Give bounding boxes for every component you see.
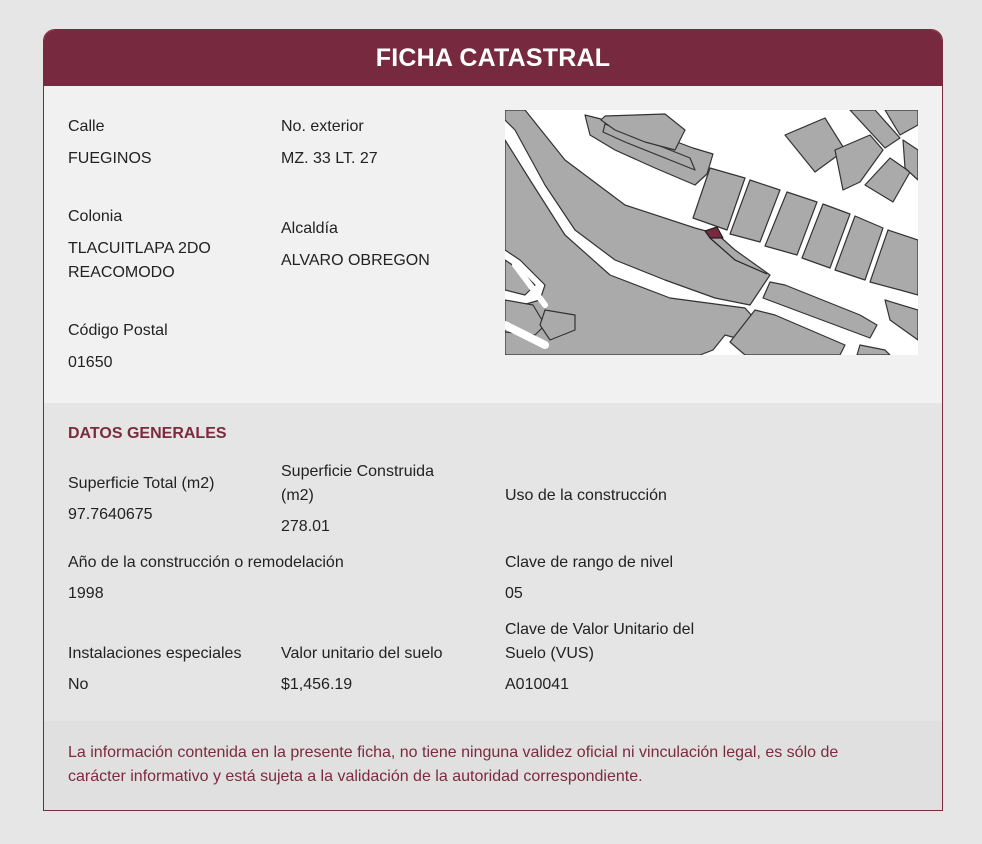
colonia-value-line2: REACOMODO [68, 264, 175, 281]
no-exterior-label: No. exterior [281, 118, 364, 135]
alcaldia-label: Alcaldía [281, 220, 338, 237]
superficie-construida-label-line1: Superficie Construida [281, 463, 434, 480]
location-section [44, 86, 942, 403]
calle-value: FUEGINOS [68, 150, 152, 167]
instalaciones-especiales-label: Instalaciones especiales [68, 645, 242, 662]
cadastral-card [43, 29, 943, 811]
calle-label: Calle [68, 118, 105, 135]
codigo-postal-value: 01650 [68, 354, 113, 371]
superficie-construida-value: 278.01 [281, 518, 330, 535]
datos-generales-title: DATOS GENERALES [68, 425, 227, 442]
disclaimer-text [68, 741, 918, 789]
uso-construccion-label: Uso de la construcción [505, 487, 667, 504]
disclaimer-line-1: La información contenida en la presente ficha, no tiene ninguna validez oficial ni vinculación legal, es sólo de [68, 744, 839, 761]
instalaciones-especiales-value: No [68, 676, 89, 693]
codigo-postal-label: Código Postal [68, 322, 168, 339]
superficie-total-value: 97.7640675 [68, 506, 153, 523]
clave-vus-label-line1: Clave de Valor Unitario del [505, 621, 695, 638]
colonia-value-line1: TLACUITLAPA 2DO [68, 240, 211, 257]
datos-generales-section [44, 403, 942, 721]
valor-unitario-suelo-value: $1,456.19 [281, 676, 353, 693]
cadastral-map[interactable] [505, 110, 918, 355]
clave-rango-nivel-label: Clave de rango de nivel [505, 554, 674, 571]
colonia-label: Colonia [68, 208, 123, 225]
page-title: FICHA CATASTRAL [44, 30, 942, 86]
clave-vus-value: A010041 [505, 676, 570, 693]
anio-construccion-value: 1998 [68, 585, 104, 602]
superficie-construida-label-line2: (m2) [281, 487, 314, 504]
clave-vus-label-line2: Suelo (VUS) [505, 645, 594, 662]
no-exterior-value: MZ. 33 LT. 27 [281, 150, 378, 167]
valor-unitario-suelo-label: Valor unitario del suelo [281, 645, 443, 662]
anio-construccion-label: Año de la construcción o remodelación [68, 554, 344, 571]
alcaldia-value: ALVARO OBREGON [281, 252, 430, 269]
superficie-total-label: Superficie Total (m2) [68, 475, 215, 492]
disclaimer-section [44, 721, 942, 810]
disclaimer-line-2: carácter informativo y está sujeta a la validación de la autoridad correspondiente. [68, 768, 643, 785]
clave-rango-nivel-value: 05 [505, 585, 523, 602]
